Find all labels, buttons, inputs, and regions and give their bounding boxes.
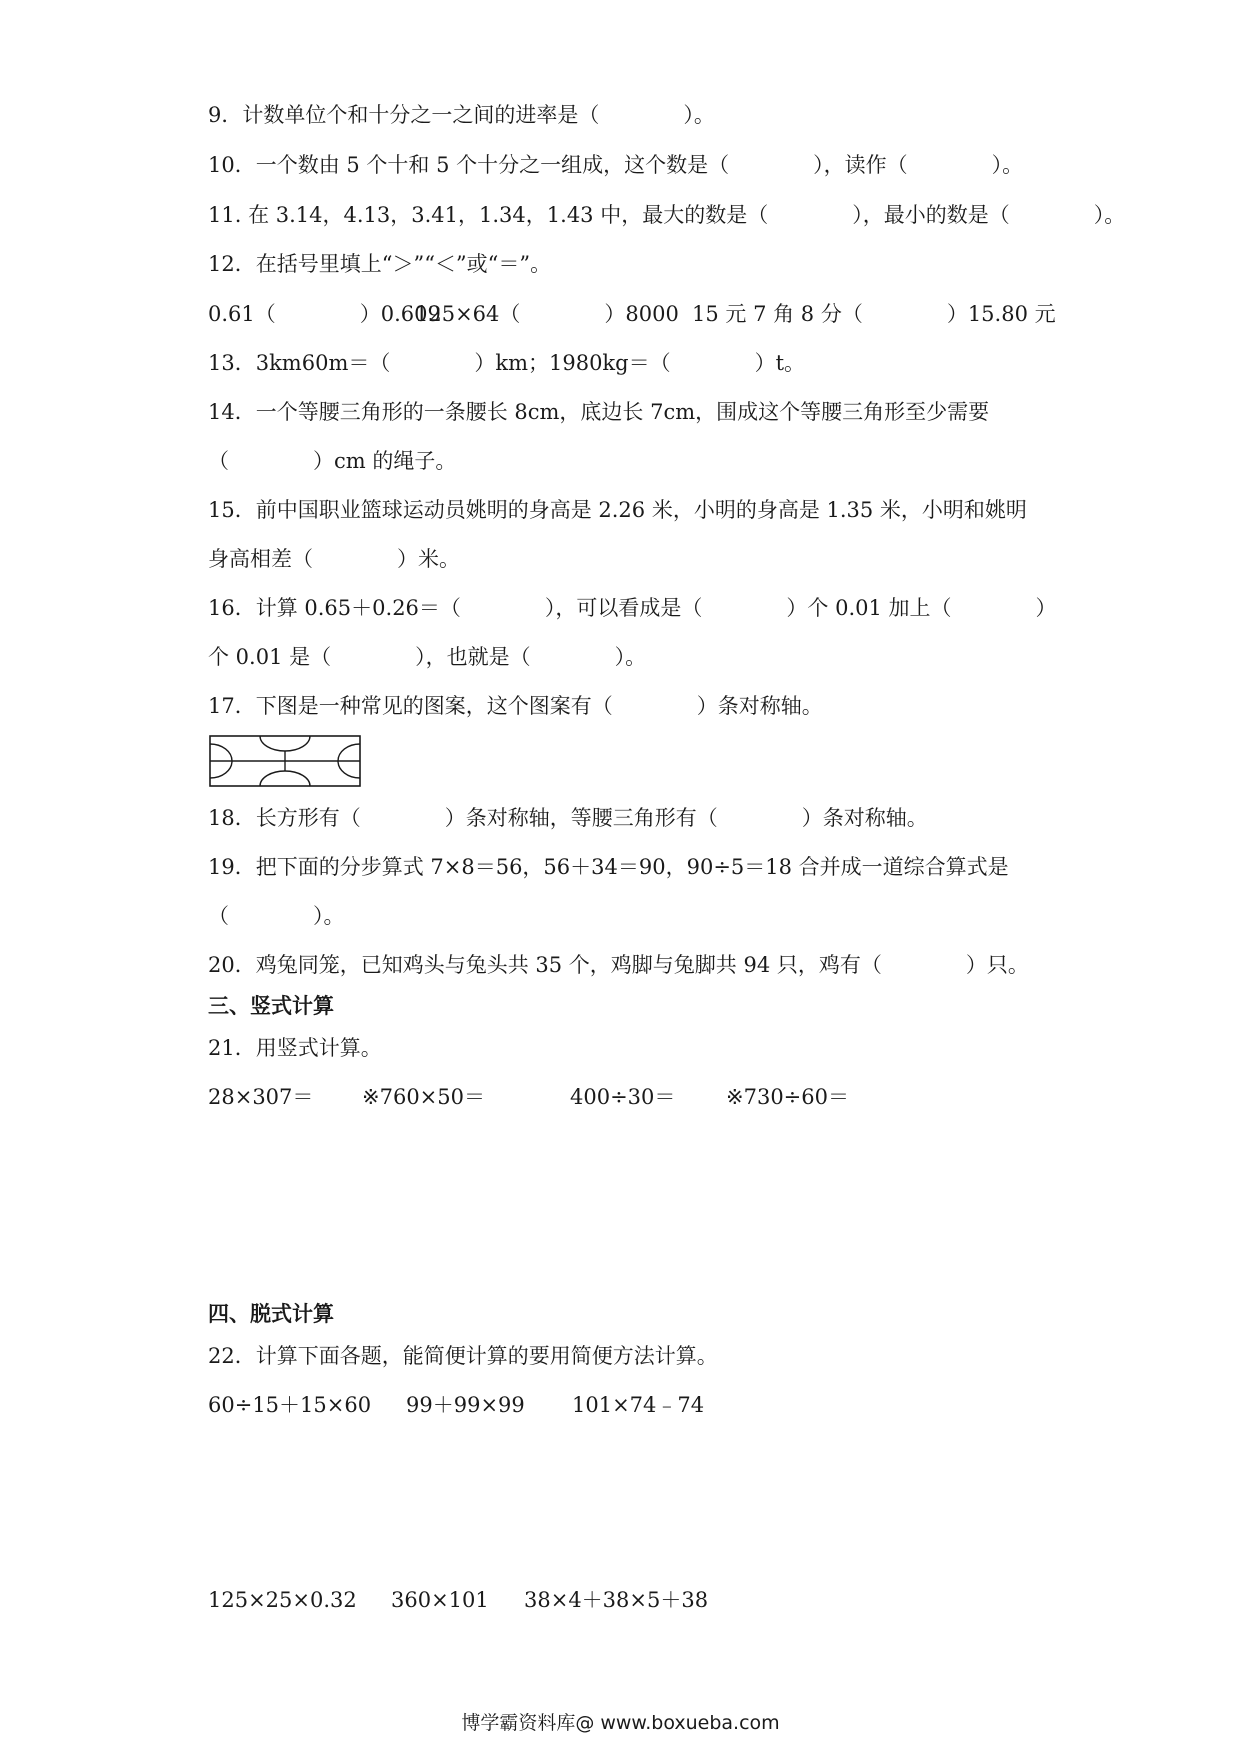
question-10: 10．一个数由 5 个十和 5 个十分之一组成，这个数是（ ），读作（ ）。 (208, 153, 1024, 177)
question-15-line-2: 身高相差（ ）米。 (208, 547, 460, 571)
question-12: 12．在括号里填上“＞”“＜”或“＝”。 (208, 252, 552, 276)
calc-item-3: 400÷30＝ (570, 1085, 676, 1109)
question-13: 13．3km60m＝（ ）km；1980kg＝（ ）t。 (208, 351, 806, 375)
compare-item-1: 0.61（ ）0.609 (208, 302, 441, 326)
question-11: 11. 在 3.14，4.13，3.41，1.34，1.43 中，最大的数是（ ），最小的数是（ ）。 (208, 203, 1126, 227)
calc-item-1: 28×307＝ (208, 1085, 314, 1109)
question-16-line-2: 个 0.01 是（ ），也就是（ ）。 (208, 645, 647, 669)
symmetry-pattern-figure (209, 735, 361, 787)
question-17: 17．下图是一种常见的图案，这个图案有（ ）条对称轴。 (208, 694, 823, 718)
step-calc-item-4: 125×25×0.32 (208, 1588, 357, 1612)
compare-item-2: 125×64（ ）8000 (415, 302, 679, 326)
section-4-heading: 四、脱式计算 (208, 1302, 334, 1326)
step-calc-item-5: 360×101 (391, 1588, 489, 1612)
step-calc-item-6: 38×4＋38×5＋38 (524, 1588, 709, 1612)
step-calc-item-3: 101×74﹣74 (572, 1393, 705, 1417)
question-18: 18．长方形有（ ）条对称轴，等腰三角形有（ ）条对称轴。 (208, 806, 928, 830)
calc-item-4: ※730÷60＝ (726, 1085, 849, 1109)
section-3-heading: 三、竖式计算 (208, 994, 334, 1018)
step-calc-item-2: 99＋99×99 (406, 1393, 525, 1417)
question-22: 22．计算下面各题，能简便计算的要用简便方法计算。 (208, 1344, 718, 1368)
question-16-line-1: 16．计算 0.65＋0.26＝（ ），可以看成是（ ）个 0.01 加上（ ） (208, 596, 1057, 620)
footer-watermark: 博学霸资料库@ www.boxueba.com (461, 1712, 780, 1734)
question-15-line-1: 15．前中国职业篮球运动员姚明的身高是 2.26 米，小明的身高是 1.35 米，小明和姚明 (208, 498, 1027, 522)
question-14-line-2: （ ）cm 的绳子。 (208, 449, 457, 473)
step-calc-item-1: 60÷15＋15×60 (208, 1393, 372, 1417)
calc-item-2: ※760×50＝ (362, 1085, 485, 1109)
question-19-line-2: （ ）。 (208, 904, 345, 928)
question-21: 21．用竖式计算。 (208, 1036, 382, 1060)
question-20: 20．鸡兔同笼，已知鸡头与兔头共 35 个，鸡脚与兔脚共 94 只，鸡有（ ）只。 (208, 953, 1029, 977)
compare-item-3: 15 元 7 角 8 分（ ）15.80 元 (692, 302, 1056, 326)
question-19-line-1: 19．把下面的分步算式 7×8＝56，56＋34＝90，90÷5＝18 合并成一道综合算式是 (208, 855, 1009, 879)
question-14-line-1: 14．一个等腰三角形的一条腰长 8cm，底边长 7cm，围成这个等腰三角形至少需要 (208, 400, 990, 424)
question-9: 9．计数单位个和十分之一之间的进率是（ ）。 (208, 103, 715, 127)
